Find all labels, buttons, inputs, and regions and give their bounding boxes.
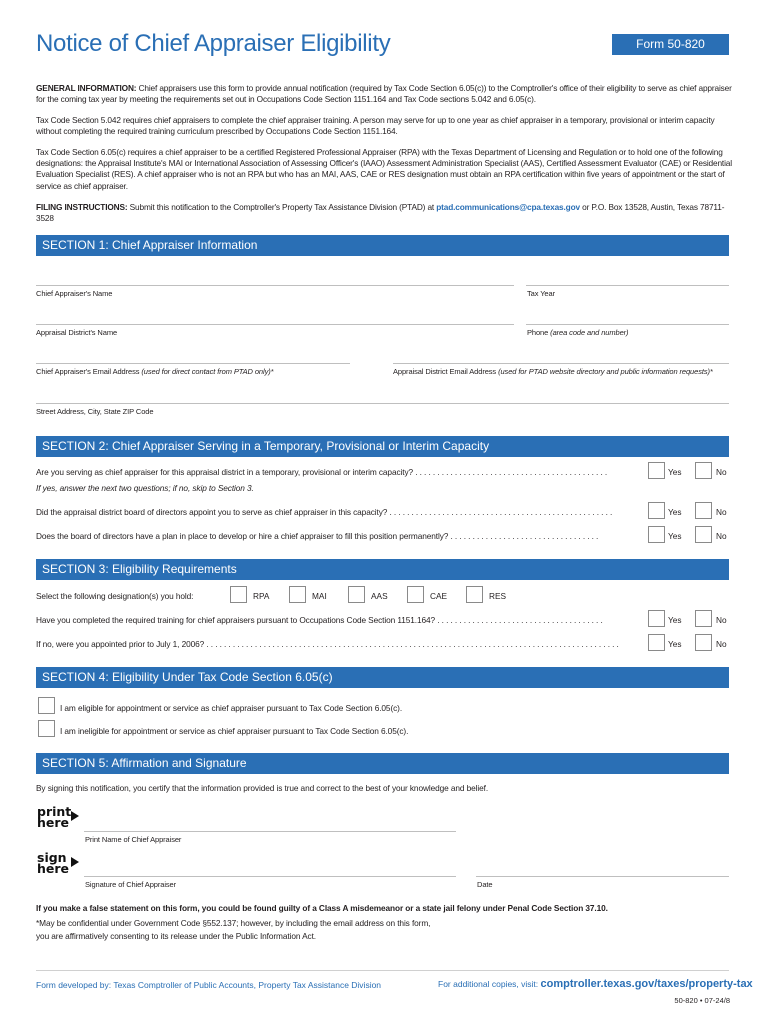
aas-checkbox[interactable] (348, 586, 365, 603)
eligible-label: I am eligible for appointment or service as chief appraiser pursuant to Tax Code Section 6.05(c). (60, 703, 403, 713)
ineligible-label: I am ineligible for appointment or service as chief appraiser pursuant to Tax Code Section 6.05(c). (60, 726, 409, 736)
appoint-no-checkbox[interactable] (695, 502, 712, 519)
form-number-badge: Form 50-820 (612, 34, 729, 55)
ineligible-checkbox[interactable] (38, 720, 55, 737)
district-email-label: Appraisal District Email Address (used for PTAD website directory and public information requests)* (393, 367, 713, 376)
training-no-checkbox[interactable] (695, 610, 712, 627)
res-label: RES (489, 591, 507, 601)
certify-statement: By signing this notification, you certify that the information provided is true and correct to the best of your knowledge and belief. (36, 783, 489, 793)
rpa-label: RPA (253, 591, 270, 601)
designation-paragraph: Tax Code Section 6.05(c) requires a chief appraiser to be a certified Registered Professional Appraiser (RPA) with the Texas Department of Licensing and Regulation or to hold one of the following designations: the Appraisal Institute's MAI or International Association of Assessing Officer's (IAAO) Assessment Administration Specialist (AAS), Certified Assessment Evaluator (CAE) or Residential Evaluation Specialist (RES). A chief appraiser who is not an RPA but who has an MAI, AAS, CAE or RES designation must obtain an RPA certification within five years of appointment or the start of service as chief appraiser. (36, 147, 732, 191)
date-input[interactable] (476, 876, 729, 877)
no-label: No (716, 467, 727, 477)
yes-label: Yes (668, 531, 682, 541)
confidentiality-note-2: you are affirmatively consenting to its release under the Public Information Act. (36, 931, 316, 941)
address-input[interactable] (36, 403, 729, 404)
cae-label: CAE (430, 591, 448, 601)
no-label: No (716, 615, 727, 625)
eligible-checkbox[interactable] (38, 697, 55, 714)
no-label: No (716, 639, 727, 649)
section-3-header: SECTION 3: Eligibility Requirements (36, 559, 729, 580)
address-label: Street Address, City, State ZIP Code (36, 407, 154, 416)
phone-input[interactable] (526, 324, 729, 325)
print-name-label: Print Name of Chief Appraiser (85, 835, 182, 844)
date-label: Date (477, 880, 493, 889)
section-5-header: SECTION 5: Affirmation and Signature (36, 753, 729, 774)
training-paragraph: Tax Code Section 5.042 requires chief appraisers to complete the chief appraiser training. A person may serve for up to one year as chief appraiser in a temporary, provisional or interim capacity without completing the required training curriculum prescribed by Occupations Code Section 1151.164. (36, 115, 715, 137)
yes-label: Yes (668, 467, 682, 477)
form-code: 50-820 • 07-24/8 (674, 996, 730, 1005)
res-checkbox[interactable] (466, 586, 483, 603)
general-information: GENERAL INFORMATION: Chief appraisers use this form to provide annual notification (required by Tax Code Section 6.05(c)) to the Comptroller's office of their eligibility to serve as chief appraiser for the coming tax year by meeting the requirements set out in Occupations Code Section 1151.164 and Tax Code sections 5.042 and 6.05(c). (36, 83, 732, 105)
district-name-input[interactable] (36, 324, 514, 325)
question-board-appoint: Did the appraisal district board of directors appoint you to serve as chief appraiser in this capacity? . . . . . . . . . . . . . . . . . . . . . . . . . . . . . . . . . . . . . . . . . . . . . . . . . . . (36, 507, 613, 517)
district-name-label: Appraisal District's Name (36, 328, 118, 337)
yes-label: Yes (668, 507, 682, 517)
rpa-checkbox[interactable] (230, 586, 247, 603)
plan-yes-checkbox[interactable] (648, 526, 665, 543)
temporary-yes-checkbox[interactable] (648, 462, 665, 479)
question-temporary-note: If yes, answer the next two questions; if no, skip to Section 3. (36, 483, 254, 493)
chief-name-label: Chief Appraiser's Name (36, 289, 113, 298)
print-name-input[interactable] (84, 831, 456, 832)
additional-copies: For additional copies, visit: comptroller.texas.gov/taxes/property-tax (438, 978, 753, 990)
phone-label: Phone (area code and number) (527, 328, 629, 337)
filing-instructions: FILING INSTRUCTIONS: Submit this notification to the Comptroller's Property Tax Assistance Division (PTAD) at ptad.communications@cpa.texas.gov or P.O. Box 13528, Austin, Texas 78711-3528 (36, 202, 725, 224)
question-board-plan: Does the board of directors have a plan in place to develop or hire a chief appraiser to fill this position permanently? . . . . . . . . . . . . . . . . . . . . . . . . . . . . . . . . . . (36, 531, 599, 541)
ptad-email-link[interactable]: ptad.communications@cpa.texas.gov (436, 202, 580, 212)
mai-checkbox[interactable] (289, 586, 306, 603)
plan-no-checkbox[interactable] (695, 526, 712, 543)
section-2-header: SECTION 2: Chief Appraiser Serving in a Temporary, Provisional or Interim Capacity (36, 436, 729, 457)
mai-label: MAI (312, 591, 327, 601)
print-here-icon: print here (37, 806, 71, 828)
section-4-header: SECTION 4: Eligibility Under Tax Code Section 6.05(c) (36, 667, 729, 688)
tax-year-input[interactable] (526, 285, 729, 286)
signature-input[interactable] (84, 876, 456, 877)
yes-label: Yes (668, 615, 682, 625)
aas-label: AAS (371, 591, 388, 601)
confidentiality-note-1: *May be confidential under Government Code §552.137; however, by including the email address on this form, (36, 918, 431, 928)
temporary-no-checkbox[interactable] (695, 462, 712, 479)
footer-divider (36, 970, 729, 971)
cae-checkbox[interactable] (407, 586, 424, 603)
yes-label: Yes (668, 639, 682, 649)
no-label: No (716, 507, 727, 517)
chief-name-input[interactable] (36, 285, 514, 286)
developed-by: Form developed by: Texas Comptroller of Public Accounts, Property Tax Assistance Division (36, 980, 382, 990)
false-statement-warning: If you make a false statement on this form, you could be found guilty of a Class A misdemeanor or a state jail felony under Penal Code Section 37.10. (36, 903, 608, 913)
form-title: Notice of Chief Appraiser Eligibility (36, 30, 391, 57)
signature-label: Signature of Chief Appraiser (85, 880, 177, 889)
question-temporary: Are you serving as chief appraiser for this appraisal district in a temporary, provisional or interim capacity? . . . . . . . . . . . . . . . . . . . . . . . . . . . . . . . . . . . . . . . . . . . . (36, 467, 608, 477)
prior-yes-checkbox[interactable] (648, 634, 665, 651)
comptroller-link[interactable]: comptroller.texas.gov/taxes/property-tax (540, 978, 753, 990)
training-yes-checkbox[interactable] (648, 610, 665, 627)
designation-prompt: Select the following designation(s) you hold: (36, 591, 194, 601)
sign-here-icon: sign here (37, 852, 69, 874)
question-appointed-prior: If no, were you appointed prior to July 1, 2006? . . . . . . . . . . . . . . . . . . . . . . . . . . . . . . . . . . . . . . . . . . . . . . . . . . . . . . . . . . . . . . . . . . . . . . . . . . . . . . . . . . . . . . . . . . . . . . (36, 639, 619, 649)
chief-email-label: Chief Appraiser's Email Address (used for direct contact from PTAD only)* (36, 367, 274, 376)
chief-email-input[interactable] (36, 363, 350, 364)
no-label: No (716, 531, 727, 541)
tax-year-label: Tax Year (527, 289, 555, 298)
question-training: Have you completed the required training for chief appraisers pursuant to Occupations Code Section 1151.164? . . . . . . . . . . . . . . . . . . . . . . . . . . . . . . . . . . . . . . (36, 615, 603, 625)
district-email-input[interactable] (393, 363, 729, 364)
appoint-yes-checkbox[interactable] (648, 502, 665, 519)
prior-no-checkbox[interactable] (695, 634, 712, 651)
section-1-header: SECTION 1: Chief Appraiser Information (36, 235, 729, 256)
